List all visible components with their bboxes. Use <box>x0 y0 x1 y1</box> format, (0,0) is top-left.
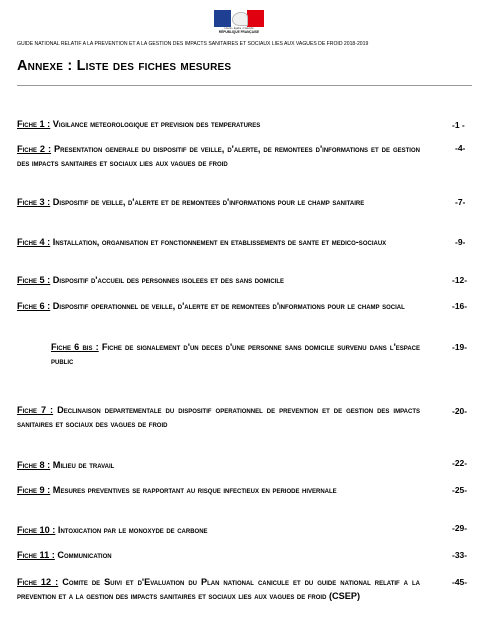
toc-entry[interactable] <box>17 300 420 314</box>
entry-title: Milieu de travail <box>50 460 115 470</box>
entry-title: Presentation generale du dispositif de veille, d'alerte, de remontees d'informations et de gestion des impacts sanitaires et sociaux lies aux vagues de froid <box>17 144 420 168</box>
entry-title: Dispositif d'accueil des personnes isolees et des sans domicile <box>50 275 285 285</box>
toc-entry[interactable] <box>17 143 420 170</box>
fiche-number-link[interactable]: Fiche 10 : <box>17 525 56 535</box>
page-number: -20- <box>452 406 468 416</box>
fiche-number-link[interactable]: Fiche 4 : <box>17 237 51 247</box>
fiche-number-link[interactable]: Fiche 12 : <box>17 577 59 587</box>
page-number: -7- <box>455 197 466 207</box>
toc-entry[interactable] <box>17 274 420 288</box>
page-number: -4- <box>455 143 466 153</box>
fiche-number-link[interactable]: Fiche 6 bis : <box>51 342 99 352</box>
entry-title: Dispositif de veille, d'alerte et de remontees d'informations pour le champ sanitaire <box>50 197 365 207</box>
entry-title: Vigilance meteorologique et prevision des temperatures <box>50 119 261 129</box>
page-number: -25- <box>452 485 468 495</box>
running-header: GUIDE NATIONAL RELATIF A LA PREVENTION ET A LA GESTION DES IMPACTS SANITAIRES ET SOCIAUX LIES AUX VAGUES DE FROID 2018-2019 <box>17 41 369 47</box>
entry-title: Comite de Suivi et d'Evaluation du Plan national canicule et du guide national relatif a la prevention et a la gestion des impacts sanitaires et sociaux lies aux vagues de froid (CSEP) <box>17 577 420 601</box>
entry-title: Installation, organisation et fonctionnement en etablissements de sante et medico-sociaux <box>50 237 387 247</box>
fiche-number-link[interactable]: Fiche 2 : <box>17 144 52 154</box>
fiche-number-link[interactable]: Fiche 7 : <box>17 405 54 415</box>
toc-entry[interactable] <box>17 484 420 498</box>
fiche-number-link[interactable]: Fiche 1 : <box>17 119 51 129</box>
fiche-number-link[interactable]: Fiche 5 : <box>17 275 51 285</box>
toc-entry[interactable] <box>17 236 420 250</box>
fiche-number-link[interactable]: Fiche 9 : <box>17 485 51 495</box>
page-title: Annexe : Liste des fiches mesures <box>17 58 232 74</box>
toc-entry[interactable] <box>17 549 420 563</box>
page-number: -45- <box>452 577 468 587</box>
logo-motto: Liberté • Égalité • Fraternité <box>224 27 254 30</box>
fiche-number-link[interactable]: Fiche 6 : <box>17 301 51 311</box>
logo-name: RÉPUBLIQUE FRANÇAISE <box>218 30 260 34</box>
page-number: -22- <box>452 458 468 468</box>
page-number: -1 - <box>452 120 465 130</box>
fiche-number-link[interactable]: Fiche 8 : <box>17 460 51 470</box>
entry-title: Dispositif operationnel de veille, d'alerte et de remontees d'informations pour le champ social <box>50 301 405 311</box>
entry-title: Declinaison departementale du dispositif operationnel de prevention et de gestion des impacts sanitaires et sociaux des vagues de froid <box>17 405 420 429</box>
fiche-number-link[interactable]: Fiche 11 : <box>17 550 55 560</box>
divider <box>17 85 472 86</box>
toc-entry[interactable] <box>17 459 420 473</box>
toc-entry[interactable] <box>17 404 420 431</box>
page-number: -29- <box>452 523 468 533</box>
toc-entry[interactable] <box>17 118 407 132</box>
entry-title: Intoxication par le monoxyde de carbone <box>55 525 208 535</box>
toc-entry[interactable] <box>17 524 420 538</box>
page-number: -19- <box>452 342 468 352</box>
flag-icon <box>214 10 264 27</box>
marianne-logo-icon <box>214 10 264 34</box>
page-number: -33- <box>452 550 468 560</box>
page-number: -9- <box>455 237 466 247</box>
toc-entry[interactable] <box>17 576 420 603</box>
page-number: -16- <box>452 301 468 311</box>
entry-title: Communication <box>54 550 112 560</box>
entry-title: Mesures preventives se rapportant au risque infectieux en periode hivernale <box>50 485 337 495</box>
page-number: -12- <box>452 275 468 285</box>
toc-entry[interactable] <box>51 341 420 368</box>
fiche-number-link[interactable]: Fiche 3 : <box>17 197 51 207</box>
toc-entry[interactable] <box>17 196 420 210</box>
entry-title: Fiche de signalement d'un deces d'une personne sans domicile survenu dans l'espace public <box>51 342 420 366</box>
